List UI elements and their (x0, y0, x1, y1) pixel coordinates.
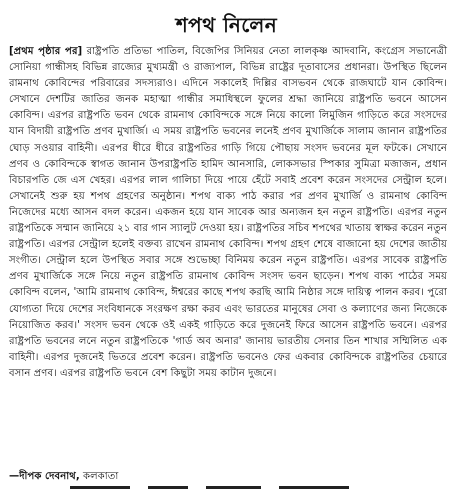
continued-from-front-page-label: [প্রথম পৃষ্ঠার পর] (9, 46, 83, 57)
byline (9, 470, 118, 484)
article-paragraph (9, 44, 447, 382)
article-body (9, 44, 447, 382)
article-text: রাষ্ট্রপতি প্রতিভা পাতিল, বিজেপির সিনিয়র নেতা লালকৃষ্ণ আদবানি, কংগ্রেস সভানেত্রী সোনিয়া গান্ধীসহ বিভিন্ন রাজ্যের মুখ্যমন্ত্রী ও রাজ্যপাল, বিভিন্ন রাষ্ট্রের দূতাবাসের প্রধানরা। উপস্থিত ছিলেন রামনাথ কোবিন্দের পরিবারের সদস্যরাও। এদিনে সকালেই দিল্লির বাসভবন থেকে রাজঘাটে যান কোবিন্দ। সেখানে দেশটির জাতির জনক মহাত্মা গান্ধীর সমাধিস্থলে ফুলের শ্রদ্ধা জানিয়ে রাষ্ট্রপতি ভবনে আসেন কোবিন্দ। এরপর রাষ্ট্রপতি ভবন থেকে রামনাথ কোবিন্দকে সঙ্গে নিয়ে কালো লিমুজিন গাড়িতে করে সংসদের যান বিদায়ী রাষ্ট্রপতি প্রণব মুখার্জি। এ সময় রাষ্ট্রপতি ভবনের লনেই প্রণব মুখার্জিকে সালাম জানান রাষ্ট্রপতির ঘোড় সওয়ার বাহিনী। এরপর ধীরে ধীরে রাষ্ট্রপতির গাড়ি গিয়ে পৌছায় সংসদ ভবনের মূল ফটকে। সেখানে প্রণব ও কোবিন্দকে স্বাগত জানান উপরাষ্ট্রপতি হামিদ আনসারি, লোকসভার স্পিকার সুমিত্রা মজাজন, প্রধান বিচারপতি জে এস খেহর। এরপর লাল গালিচা দিয়ে পায়ে হেঁটে সবাই প্রবেশ করেন সংসদের সেন্ট্রাল হলে। সেখানেই শুরু হয় শপথ গ্রহণের অনুষ্ঠান। শপথ বাক্য পাঠ করার পর প্রণব মুখার্জি ও রামনাথ কোবিন্দ নিজেদের মধ্যে আসন বদল করেন। একজন হয়ে যান সাবেক আর অন্যজন হন নতুন রাষ্ট্রপতি। এরপর নতুন রাষ্ট্রপতিকে সম্মান জানিয়ে ২১ বার গান স্যালুট দেওয়া হয়। রাষ্ট্রপতির সচিব শপথের খাতায় স্বাক্ষর করেন নতুন রাষ্ট্রপতি। এরপর সেন্ট্রাল হলেই বক্তব্য রাখেন রামনাথ কোবিন্দ। শপথ গ্রহণ শেষে বাজানো হয় দেশের জাতীয় সংগীত। সেন্ট্রাল হলে উপস্থিত সবার সঙ্গে শুভেচ্ছা বিনিময় করেন নতুন রাষ্ট্রপতি। এরপর সাবেক রাষ্ট্রপতি প্রণব মুখার্জিকে সঙ্গে নিয়ে নতুন রাষ্ট্রপতি রামনাথ কোবিন্দ সংসদ ভবন ছাড়েন। শপথ বাক্য পাঠের সময় কোবিন্দ বলেন, 'আমি রামনাথ কোবিন্দ, ঈশ্বরের কাছে শপথ করছি আমি নিষ্ঠার সঙ্গে দায়িত্ব পালন করব। পুরো যোগ্যতা দিয়ে দেশের সংবিধানকে সংরক্ষণ রক্ষা করব এবং ভারতের মানুষের সেবা ও কল্যাণের জন্য নিজেকে নিয়োজিত করব।' সংসদ ভবন থেকে ওই একই গাড়িতে করে দুজনেই ফিরে আসেন রাষ্ট্রপতি ভবনে। এরপর রাষ্ট্রপতি ভবনের লনে নতুন রাষ্ট্রপতিকে 'গার্ড অব অনার' জানায় ভারতীয় সেনার তিন শাখার সম্মিলিত এক বাহিনী। এরপর দুজনেই ভিতরে প্রবেশ করেন। রাষ্ট্রপতি ভবনেও ফের একবার কোবিন্দকে রাষ্ট্রপতির চেয়ারে বসান প্রণব। এরপর রাষ্ট্রপতি ভবনে বেশ কিছুটা সময় কাটান দুজনে। (9, 46, 447, 379)
headline: শপথ নিলেন (175, 13, 278, 37)
byline-place: কলকাতা (82, 471, 119, 482)
cut-off-next-line (70, 486, 400, 496)
byline-author: —দীপক দেবনাথ, (9, 471, 80, 482)
